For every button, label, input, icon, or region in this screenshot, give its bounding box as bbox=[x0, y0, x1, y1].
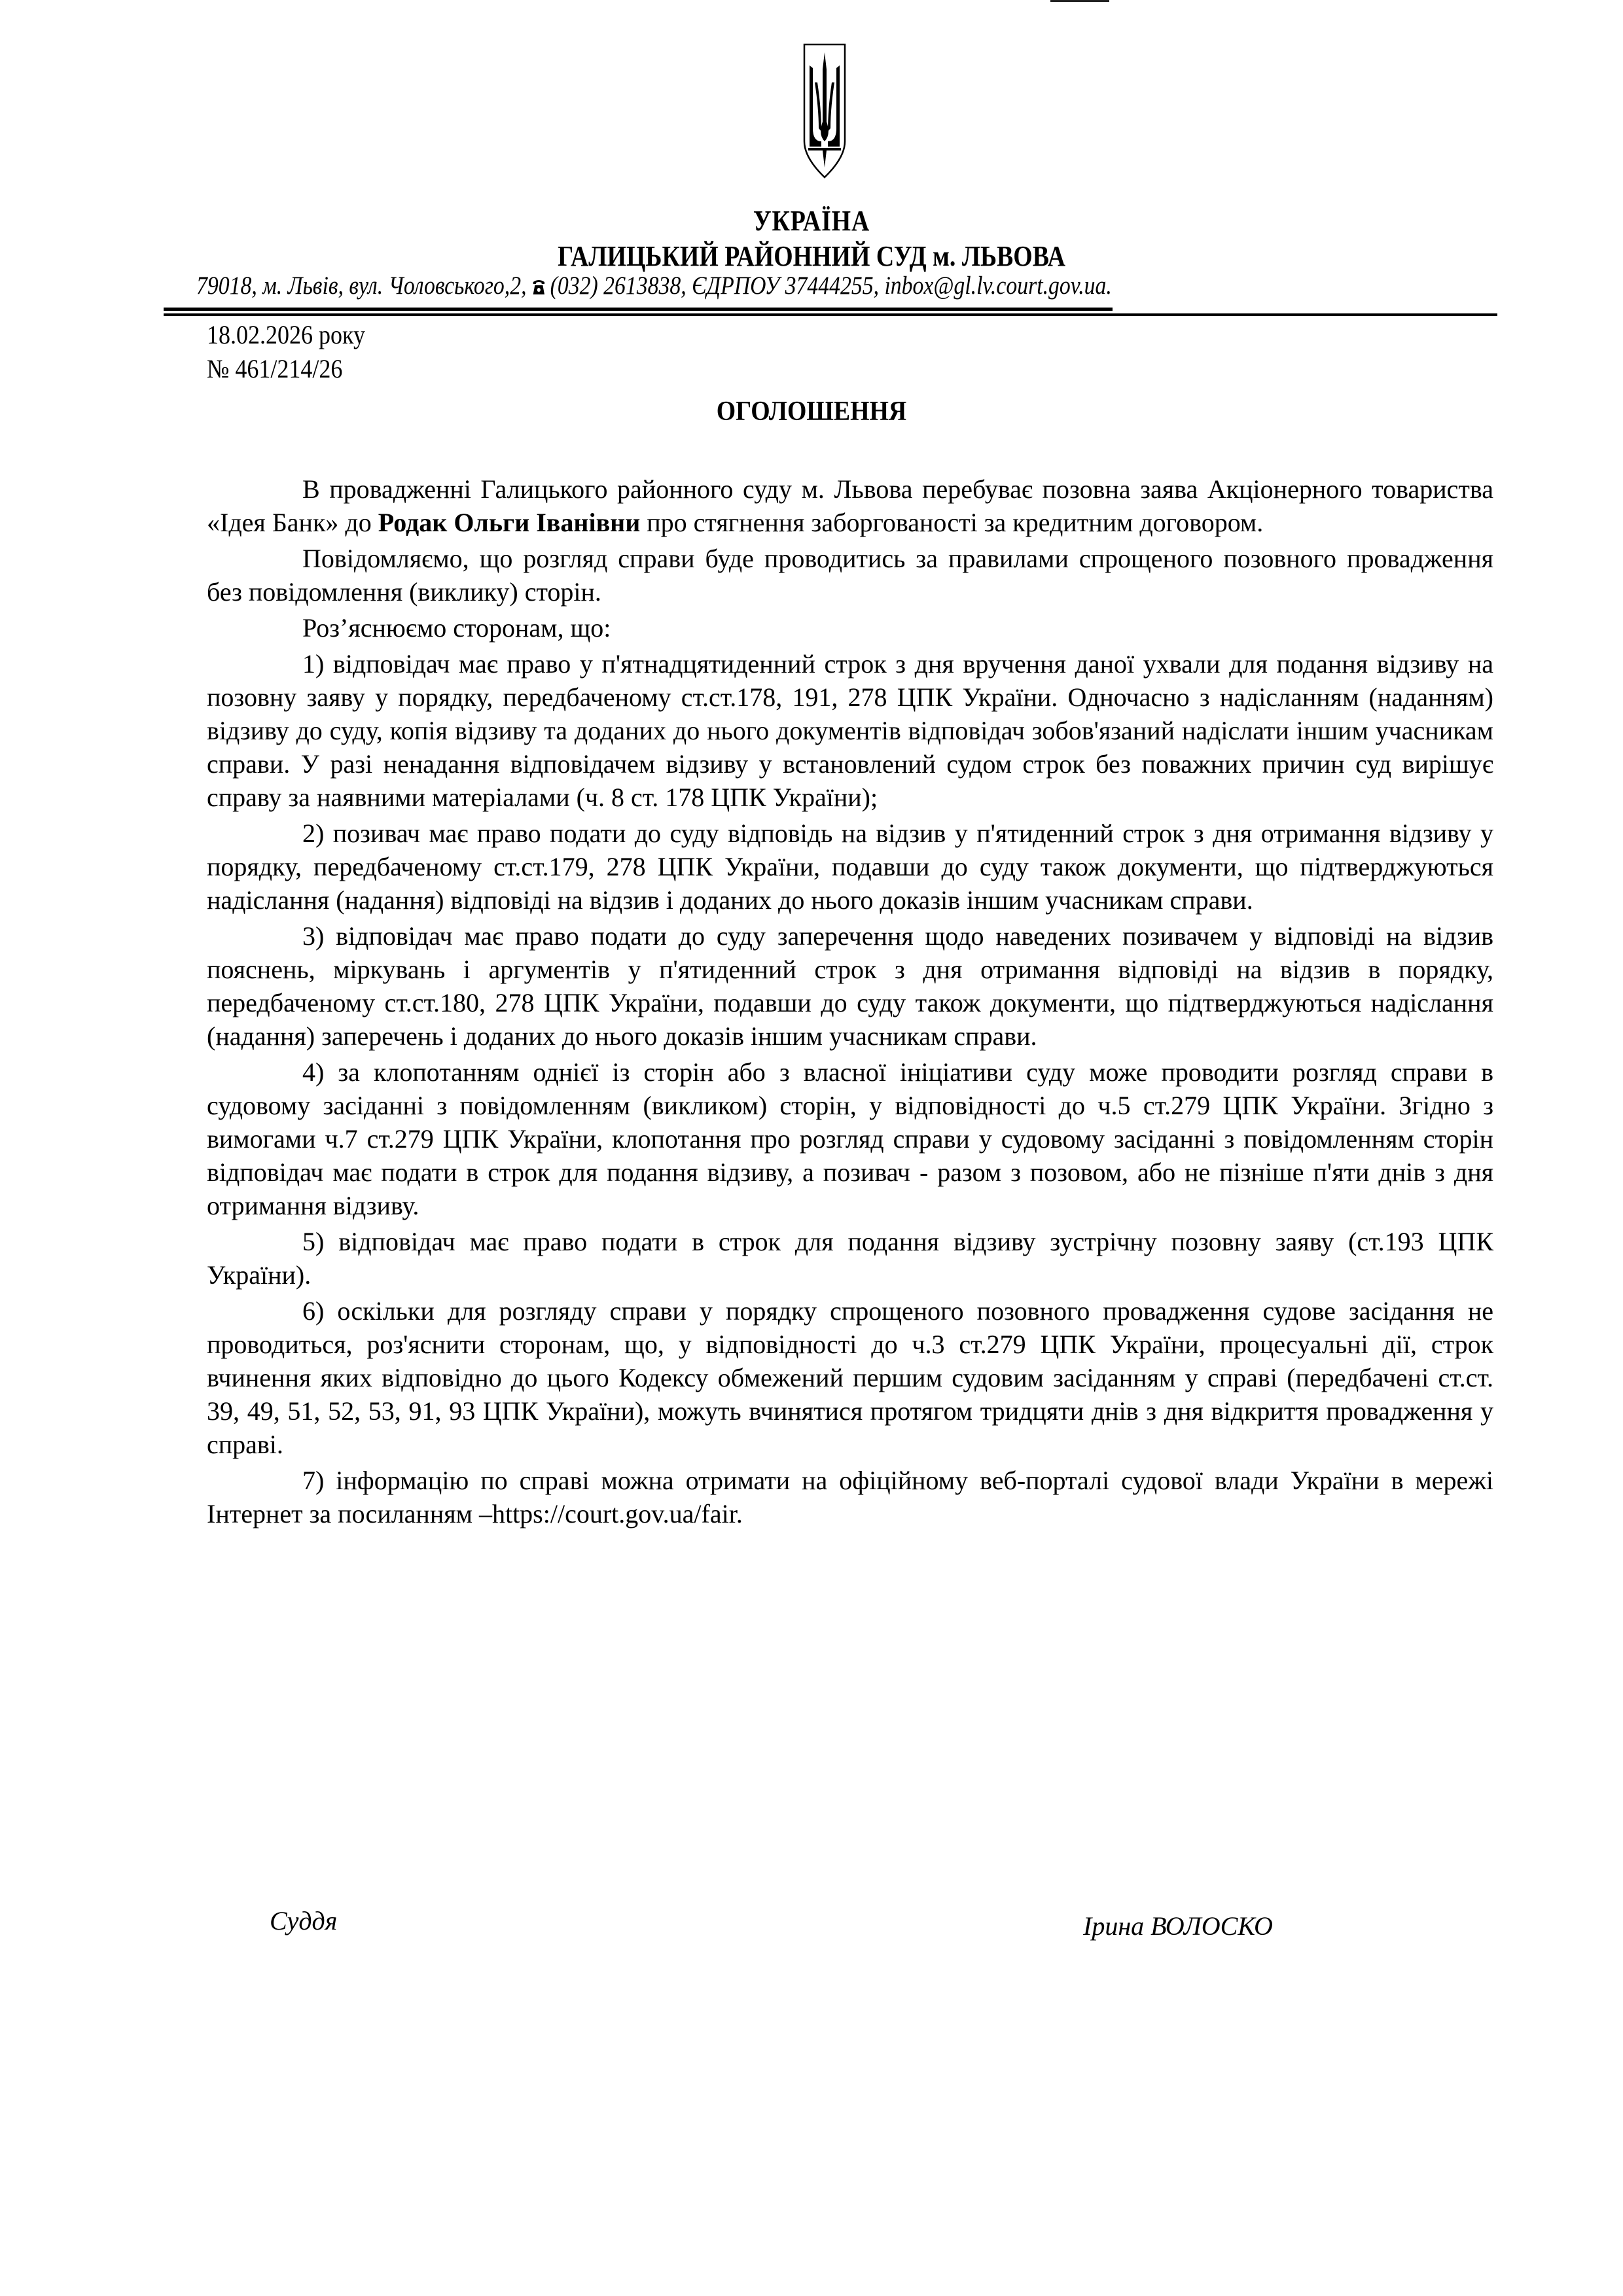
ukraine-trident-emblem-icon bbox=[802, 43, 847, 181]
list-item: 6) оскільки для розгляду справи у порядку спрощеного позовного провадження судове засідання не проводиться, роз'яснити сторонам, що, у відповідності до ч.3 ст.279 ЦПК України, процесуальні дії, строк вчинення яких відповідно до цього Кодексу обмежений першим судовим засіданням у справі (передбачені ст.ст. 39, 49, 51, 52, 53, 91, 93 ЦПК України), можуть вчинятися протягом тридцяти днів з дня відкриття провадження у справі. bbox=[207, 1296, 1493, 1459]
intro-paragraph bbox=[207, 472, 1493, 539]
intro-text-end: про стягнення заборгованості за кредитним договором. bbox=[640, 508, 1264, 537]
signature-role: Суддя bbox=[270, 1906, 338, 1935]
country-title: УКРАЇНА bbox=[753, 205, 870, 237]
list-item: 7) інформацію по справі можна отримати на офіційному веб-порталі судової влади України в мережі Інтернет за посиланням –https://court.gov.ua/fair. bbox=[207, 1466, 1493, 1528]
intro-text: В провадженні Галицького районного суду м. Львова перебуває позовна заява Акціонерного товариства «Ідея Банк» до bbox=[207, 474, 1493, 537]
header-divider-lower bbox=[164, 313, 1497, 316]
list-item: 4) за клопотанням однієї із сторін або з власної ініціативи суду може проводити розгляд справи в судовому засіданні з повідомленням (викликом) сторін, у відповідності до ч.5 ст.279 ЦПК України. Згідно з вимогами ч.7 ст.279 ЦПК України, клопотання про розгляд справи у судовому засіданні з повідомленням сторін відповідач має подати в строк для подання відзиву, а позивач - разом з позовом, або не пізніше п'яти днів з дня отримання відзиву. bbox=[207, 1057, 1493, 1220]
court-address bbox=[196, 271, 1323, 300]
list-item: 2) позивач має право подати до суду відповідь на відзив у п'ятиденний строк з дня отримання відзиву у порядку, передбаченому ст.ст.179, 278 ЦПК України, подавши до суду також документи, що підтверджуються надіслання (надання) відповіді на відзив і доданих до нього доказів іншим учасникам справи. bbox=[207, 819, 1493, 915]
document-title: ОГОЛОШЕННЯ bbox=[716, 397, 907, 427]
explanation-lead: Роз’яснюємо сторонам, що: bbox=[302, 613, 611, 643]
procedure-paragraph: Повідомляємо, що розгляд справи буде проводитись за правилами спрощеного позовного провадження без повідомлення (виклику) сторін. bbox=[207, 544, 1493, 607]
address-contacts: (032) 2613838, ЄДРПОУ 37444255, inbox@gl.lv.court.gov.ua. bbox=[550, 272, 1112, 300]
list-item: 1) відповідач має право у п'ятнадцятиденний строк з дня вручення даної ухвали для подання відзиву на позовну заяву у порядку, передбаченому ст.ст.178, 191, 278 ЦПК України. Одночасно з надісланням (наданням) відзиву до суду, копія відзиву та доданих до нього документів відповідач зобов'язаний надіслати іншим учасникам справи. У разі ненадання відповідачем відзиву у встановлений судом строк без поважних причин суд вирішує справу за наявними матеріалами (ч. 8 ст. 178 ЦПК України); bbox=[207, 649, 1493, 812]
list-item: 3) відповідач має право подати до суду заперечення щодо наведених позивачем у відповіді на відзив пояснень, міркувань і аргументів у п'ятиденний строк з дня отримання відповіді на відзив в порядку, передбаченому ст.ст.180, 278 ЦПК України, подавши до суду також документи, що підтверджуються надіслання (надання) заперечень і доданих до нього доказів іншим учасникам справи. bbox=[207, 921, 1493, 1051]
address-prefix: 79018, м. Львів, вул. Чоловського,2, bbox=[196, 272, 532, 300]
telephone-icon bbox=[532, 278, 546, 295]
document-number: № 461/214/26 bbox=[207, 354, 343, 383]
list-item: 5) відповідач має право подати в строк для подання відзиву зустрічну позовну заяву (ст.193 ЦПК України). bbox=[207, 1227, 1493, 1290]
court-name: ГАЛИЦЬКИЙ РАЙОННИЙ СУД м. ЛЬВОВА bbox=[558, 240, 1065, 272]
scan-artifact-mark bbox=[1050, 0, 1109, 2]
signature-name: Ірина ВОЛОСКО bbox=[1083, 1911, 1273, 1941]
defendant-name: Родак Ольги Іванівни bbox=[378, 508, 641, 537]
document-date: 18.02.2026 року bbox=[207, 320, 365, 349]
announcement-body bbox=[207, 472, 1493, 1530]
header-divider-upper bbox=[164, 308, 1113, 311]
